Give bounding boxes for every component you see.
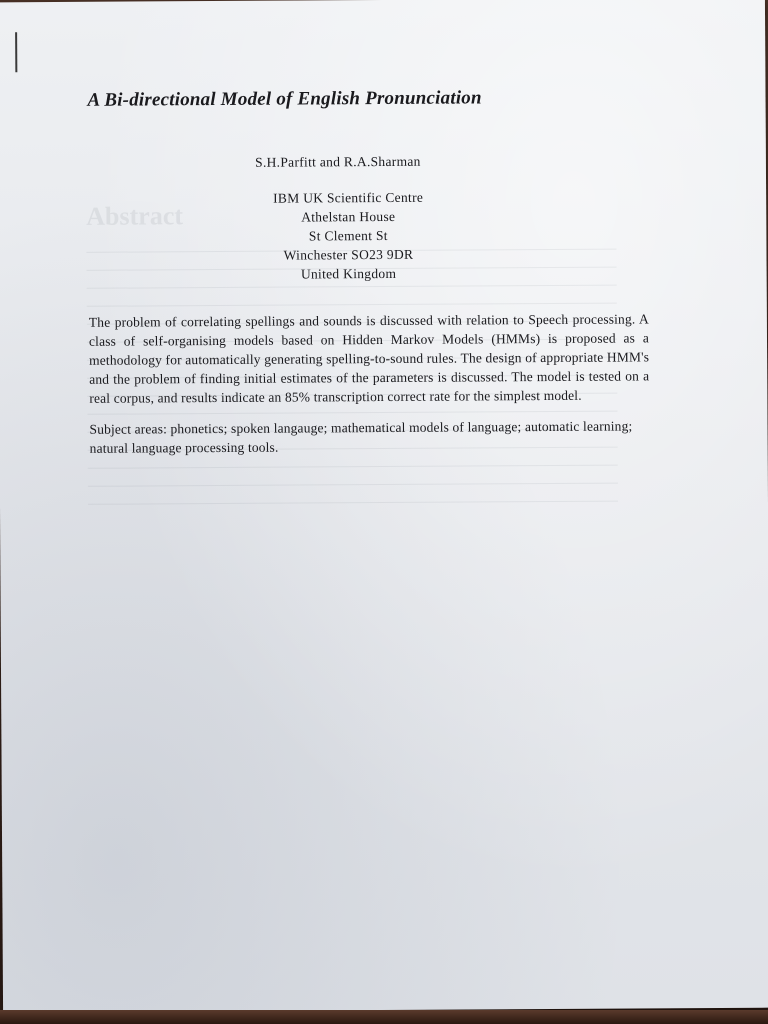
affiliation-line: St Clement St — [308, 227, 388, 244]
affiliation-line: IBM UK Scientific Centre — [273, 189, 424, 206]
abstract-text: The problem of correlating spellings and sounds is discussed with relation to Speech processing. A class of self-organising models based on Hidden Markov Models (HMMs) is proposed as a methodology for automatically generating spelling-to-sound rules. The design of appropriate HMM's and the problem of finding initial estimates of the parameters is discussed. The model is tested on a real corpus, and results indicate an 85% transcription correct rate for the simplest model. — [88, 311, 650, 406]
table-surface — [0, 1010, 768, 1024]
affiliation-block — [48, 186, 649, 285]
subject-areas: Subject areas: phonetics; spoken langauge; mathematical models of language; automatic learning; natural language processing tools. — [89, 418, 633, 456]
show-through-heading: Abstract — [86, 201, 184, 231]
paper-content — [87, 86, 649, 457]
affiliation-line: United Kingdom — [300, 265, 397, 282]
paper-title: A Bi-directional Model of English Pronunciation — [87, 87, 482, 111]
binding-mark — [15, 32, 17, 72]
paper-authors: S.H.Parfitt and R.A.Sharman — [255, 153, 421, 170]
affiliation-line: Winchester SO23 9DR — [283, 246, 414, 263]
affiliation-line: Athelstan House — [301, 208, 396, 225]
